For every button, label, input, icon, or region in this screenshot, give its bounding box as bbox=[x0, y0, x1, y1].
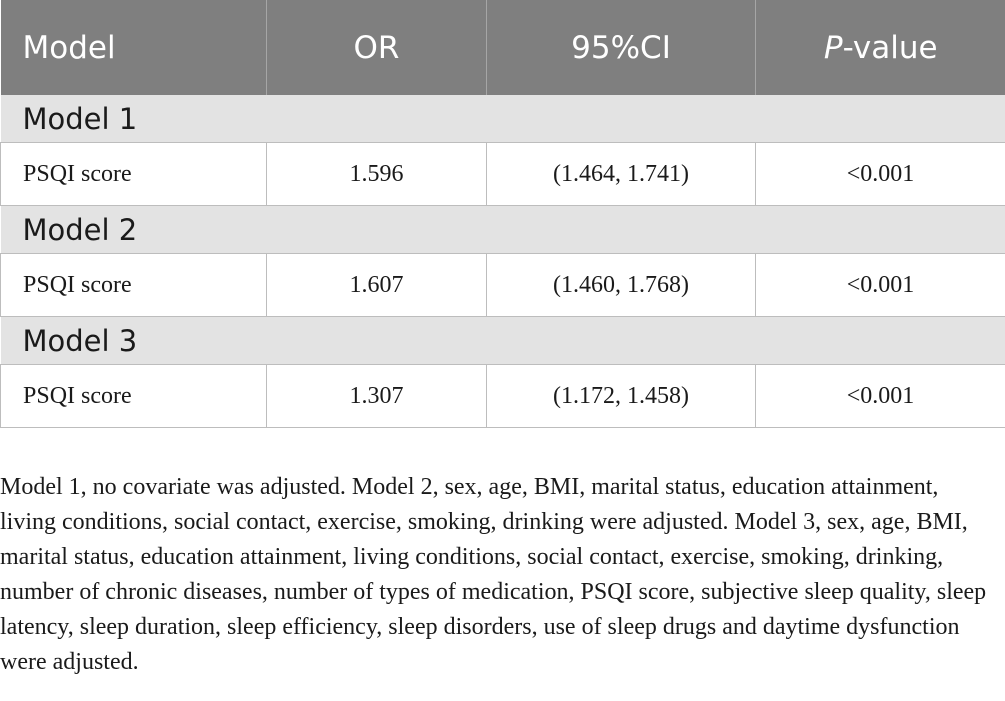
header-model: Model bbox=[1, 0, 267, 95]
table-row bbox=[1, 143, 1005, 206]
group-label: Model 1 bbox=[1, 95, 1005, 143]
header-row bbox=[1, 0, 1005, 95]
cell-variable: PSQI score bbox=[1, 365, 267, 428]
header-or: OR bbox=[267, 0, 487, 95]
table-footnote: Model 1, no covariate was adjusted. Model 2, sex, age, BMI, marital status, education attainment, living conditions, social contact, exercise, smoking, drinking were adjusted. Model 3, sex, age, BMI, marital status, education attainment, living conditions, social contact, exercise, smoking, drinking, number of chronic diseases, number of types of medication, PSQI score, subjective sleep quality, sleep latency, sleep duration, sleep efficiency, sleep disorders, use of sleep drugs and daytime dysfunction were adjusted. bbox=[0, 474, 987, 675]
cell-p-value: <0.001 bbox=[756, 143, 1005, 206]
group-row-model-3 bbox=[1, 317, 1005, 365]
group-label: Model 3 bbox=[1, 317, 1005, 365]
group-row-model-1 bbox=[1, 95, 1005, 143]
table-row bbox=[1, 254, 1005, 317]
cell-or: 1.596 bbox=[267, 143, 487, 206]
group-row-model-2 bbox=[1, 206, 1005, 254]
group-label: Model 2 bbox=[1, 206, 1005, 254]
header-p-italic: P bbox=[823, 29, 843, 66]
header-p-rest: -value bbox=[842, 29, 938, 66]
cell-ci: (1.460, 1.768) bbox=[487, 254, 756, 317]
header-p-value bbox=[756, 0, 1005, 95]
cell-ci: (1.172, 1.458) bbox=[487, 365, 756, 428]
header-ci: 95%CI bbox=[487, 0, 756, 95]
table-body bbox=[1, 95, 1005, 428]
cell-variable: PSQI score bbox=[1, 254, 267, 317]
cell-or: 1.607 bbox=[267, 254, 487, 317]
cell-variable: PSQI score bbox=[1, 143, 267, 206]
cell-p-value: <0.001 bbox=[756, 254, 1005, 317]
table-header bbox=[1, 0, 1005, 95]
table-row bbox=[1, 365, 1005, 428]
cell-p-value: <0.001 bbox=[756, 365, 1005, 428]
cell-ci: (1.464, 1.741) bbox=[487, 143, 756, 206]
cell-or: 1.307 bbox=[267, 365, 487, 428]
